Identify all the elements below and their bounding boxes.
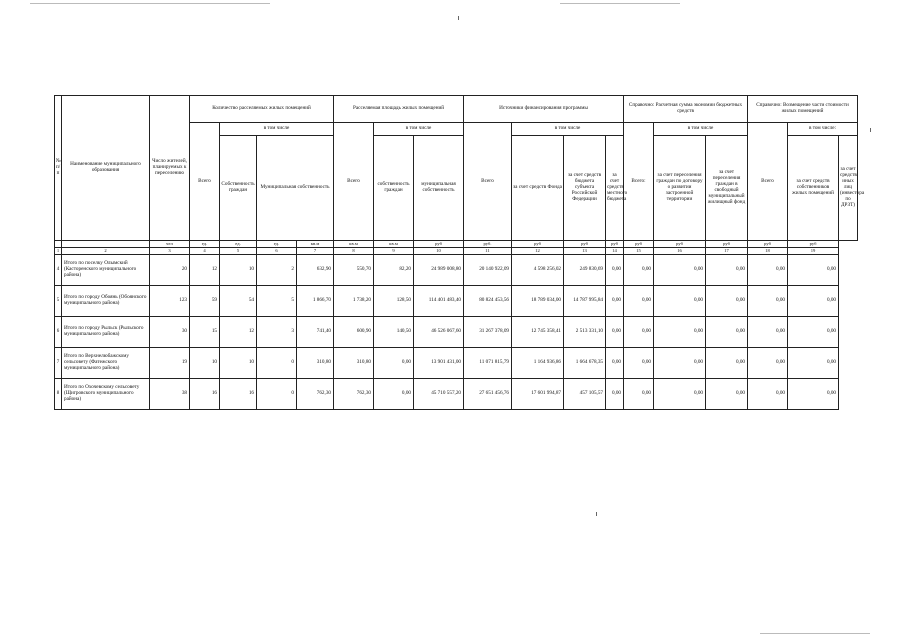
unit-cell: руб [706, 241, 748, 248]
comp-b-header: за счет средств иных лиц (инвестора по ДРЗТ) [839, 136, 858, 241]
scan-speck [596, 512, 597, 516]
col-number: 4 [190, 248, 220, 255]
row-name: Итого по городу Рыльск (Рыльского муниципального района) [62, 317, 150, 348]
units-row [55, 241, 858, 248]
comp-a-header: за счет средств собственников жилых помещений [788, 136, 839, 241]
unit-cell: руб [654, 241, 706, 248]
ref1-in-that-header: в том числе [654, 123, 748, 136]
scan-artifact-top [30, 3, 270, 4]
col-name-header: Наименование муниципального образования [62, 96, 150, 241]
col-number: 14 [606, 248, 624, 255]
unit-cell: руб [512, 241, 564, 248]
row-name: Итого по Верхнелюбажскому сельсовету (Фатежского муниципального района) [62, 348, 150, 379]
row-index: 4 [55, 255, 62, 286]
col-number: 9 [374, 248, 414, 255]
row-name: Итого по городу Обоянь (Обоянского муниципального района) [62, 286, 150, 317]
area-citizens-header: собственность граждан [374, 136, 414, 241]
area-total-header: Всего [334, 123, 374, 241]
row-name: Итого по поселку Олымский (Касторенского муниципального района) [62, 255, 150, 286]
unit-cell: руб [748, 241, 788, 248]
col-number: 5 [220, 248, 257, 255]
unit-cell: руб [624, 241, 654, 248]
scan-speck [870, 128, 871, 132]
table-row: 5 Итого по городу Обоянь (Обоянского муниципального района) 123 59 54 5 1 866,70 1 738,20 128,50 114 401 483,40 80 824 453,56 18 789 034,00 14 787 995,84 0,00 0,00 0,00 0,00 0,00 0,00 [55, 286, 858, 317]
col-ref2-header: Справочно: Возмещение части стоимости жилых помещений [748, 96, 858, 123]
unit-cell: ед. [190, 241, 220, 248]
fund-header: за счет средств Фонда [512, 136, 564, 241]
scan-artifact-top [560, 3, 680, 4]
col-number: 1 [55, 248, 62, 255]
subject-budget-header: за счет средств бюджета субъекта Российской Федерации [564, 136, 606, 241]
col-sources-header: Источники финансирования программы [464, 96, 624, 123]
table-row: 8 Итого по Охочевскому сельсовету (Щигровского муниципального района) 38 16 16 0 762,30 762,30 0,00 45 710 557,20 27 651 456,76 17 601 994,87 457 105,57 0,00 0,00 0,00 0,00 0,00 0,00 [55, 379, 858, 410]
col-ref1-header: Справочно: Расчетная сумма экономии бюджетных средств [624, 96, 748, 123]
ref2-total-header: Всего [748, 123, 788, 241]
resettlement-table [54, 95, 865, 410]
unit-cell: руб. [464, 241, 512, 248]
econ-b-header: за счет переселения граждан в свободный муниципальный жилищный фонд [706, 136, 748, 241]
col-number: 15 [624, 248, 654, 255]
sources-total-header: Всего [464, 123, 512, 241]
col-number: 11 [464, 248, 512, 255]
unit-cell: кв.м [374, 241, 414, 248]
econ-a-header: за счет переселения граждан по договору о развитии застроенной территории [654, 136, 706, 241]
ref1-total-header: Всего: [624, 123, 654, 241]
rooms-in-that-header: в том числе [220, 123, 334, 136]
unit-cell: кв.м [297, 241, 334, 248]
col-number: 18 [748, 248, 788, 255]
area-municipal-header: муниципальная собственность [414, 136, 464, 241]
unit-cell: руб [564, 241, 606, 248]
col-num-header: № п/п [55, 96, 62, 241]
col-residents-header: Число жителей, планируемых к переселению [150, 96, 190, 241]
col-number: 2 [62, 248, 150, 255]
area-in-that-header: в том числе [374, 123, 464, 136]
rooms-total-header: Всего [190, 123, 220, 241]
rooms-municipal-header: Муниципальная собственность [257, 136, 334, 241]
ref2-in-that-header: в том числе: [788, 123, 858, 136]
scan-artifact-bottom [760, 633, 870, 634]
col-number: 13 [564, 248, 606, 255]
col-area-header: Расселяемая площадь жилых помещений [334, 96, 464, 123]
col-number: 8 [334, 248, 374, 255]
local-budget-header: за счет средств местного бюджета [606, 136, 624, 241]
col-number: 3 [150, 248, 190, 255]
scan-speck [458, 16, 459, 20]
row-name: Итого по Охочевскому сельсовету (Щигровского муниципального района) [62, 379, 150, 410]
column-numbers-row [55, 248, 858, 255]
row-index: 5 [55, 286, 62, 317]
rooms-citizens-header: Собственность граждан [220, 136, 257, 241]
col-rooms-header: Количество расселяемых жилых помещений [190, 96, 334, 123]
unit-cell: кв.м [334, 241, 374, 248]
header-row-main [55, 96, 858, 123]
col-number: 19 [788, 248, 839, 255]
col-number: 10 [414, 248, 464, 255]
unit-cell: ед. [257, 241, 297, 248]
unit-cell: ед. [220, 241, 257, 248]
unit-cell: руб [414, 241, 464, 248]
col-number: 6 [257, 248, 297, 255]
unit-cell: руб [788, 241, 839, 248]
table-row: 7 Итого по Верхнелюбажскому сельсовету (Фатежского муниципального района) 19 10 10 0 310,80 310,80 0,00 13 901 431,00 11 071 815,79 1 164 936,86 1 664 678,35 0,00 0,00 0,00 0,00 0,00 0,00 [55, 348, 858, 379]
col-number: 17 [706, 248, 748, 255]
unit-cell: руб [606, 241, 624, 248]
col-number: 12 [512, 248, 564, 255]
row-index: 6 [55, 317, 62, 348]
unit-cell: чел [150, 241, 190, 248]
sources-in-that-header: в том числе [512, 123, 624, 136]
table-row: 4 Итого по поселку Олымский (Касторенского муниципального района) 20 12 10 2 632,90 550,70 82,20 24 989 008,80 20 140 922,09 4 598 256,02 249 830,69 0,00 0,00 0,00 0,00 0,00 0,00 [55, 255, 858, 286]
row-index: 8 [55, 379, 62, 410]
col-number: 16 [654, 248, 706, 255]
col-number: 7 [297, 248, 334, 255]
row-index: 7 [55, 348, 62, 379]
table-row: 6 Итого по городу Рыльск (Рыльского муниципального района) 30 15 12 3 741,40 600,90 140,50 46 526 067,60 31 267 378,09 12 745 358,41 2 513 331,10 0,00 0,00 0,00 0,00 0,00 0,00 [55, 317, 858, 348]
